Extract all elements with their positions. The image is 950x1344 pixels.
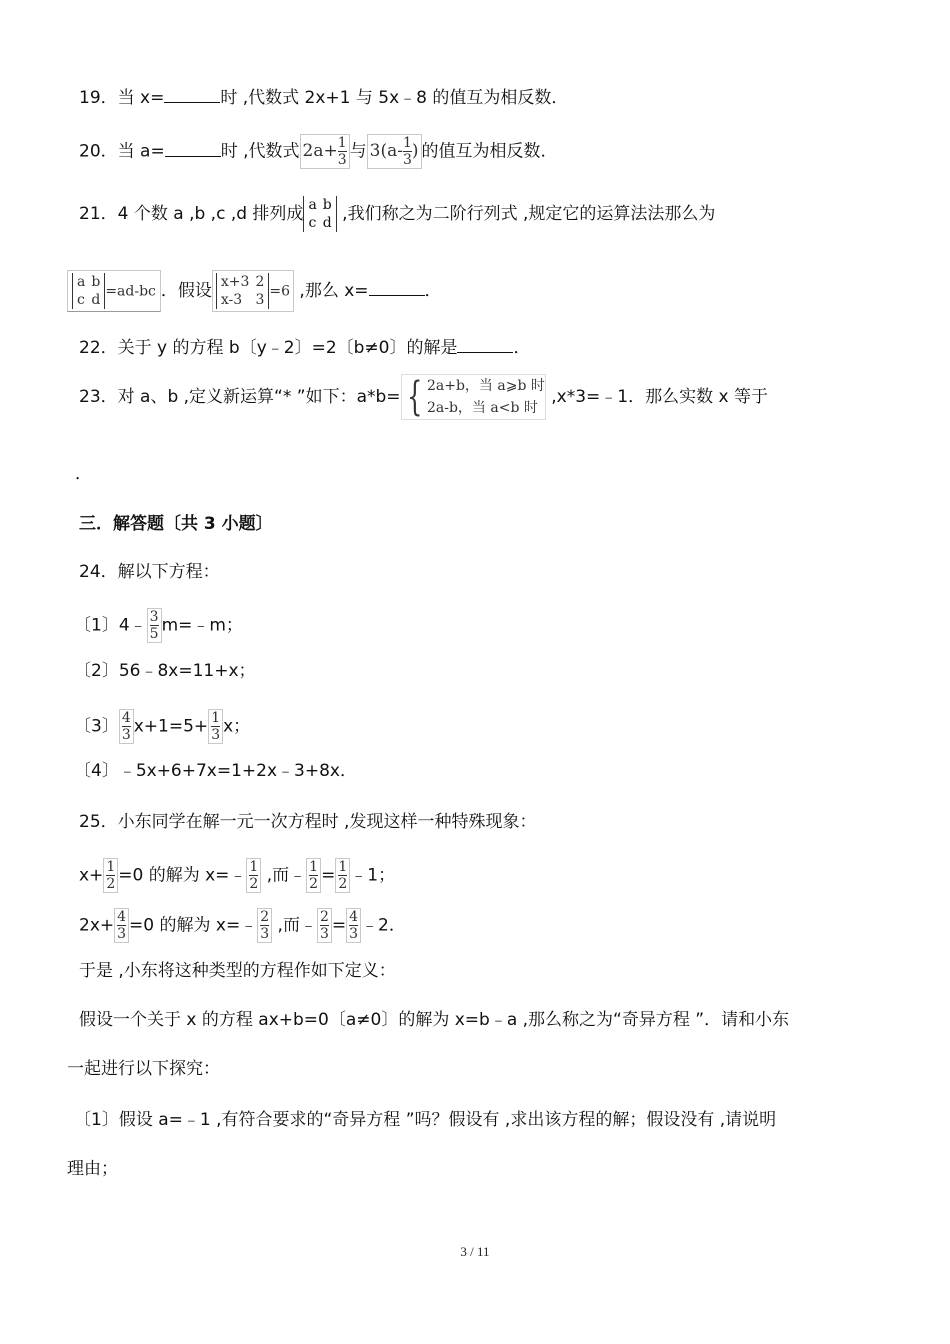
q23-text-b: ,x*3=﹣1．那么实数 x 等于 <box>545 387 768 407</box>
fraction: $\frac{4}{3}$ <box>114 908 129 943</box>
q22-text: 22．关于 y 的方程 b〔y﹣2〕=2〔b≠0〕的解是 <box>79 338 458 358</box>
q23-text-c: ． <box>75 464 92 484</box>
q21-text-b: ,我们称之为二阶行列式 ,规定它的运算法法那么为 <box>336 204 716 224</box>
question-24-part-3: 〔3〕 $\frac{4}{3}$ x+1=5+ $\frac{1}{3}$ x； <box>74 710 251 743</box>
q21-text-c: ．假设 <box>160 281 212 301</box>
question-19 <box>79 84 568 110</box>
question-25-definition-cont: 一起进行以下探究： <box>67 1059 220 1079</box>
question-25-example-2: 2x+ $\frac{4}{3}$ =0 的解为 x=﹣ $\frac{2}{3}$ ,而﹣ $\frac{2}{3}$ = $\frac{4}{3}$ ﹣2． <box>79 909 406 942</box>
answer-blank <box>369 277 425 296</box>
question-24-part-1: 〔1〕4﹣ $\frac{3}{5}$ m=﹣m； <box>74 609 243 642</box>
fraction: $\frac{1}{2}$ <box>246 858 261 893</box>
q20-tail: 的值互为相反数． <box>421 141 558 162</box>
question-21 <box>79 196 715 232</box>
fraction: $\frac{1}{3}$ <box>402 135 412 168</box>
question-25-title: 25．小东同学在解一元一次方程时 ,发现这样一种特殊现象： <box>79 812 537 832</box>
question-21-cont <box>67 270 442 312</box>
fraction: $\frac{4}{3}$ <box>119 709 134 744</box>
expression-image: 2a+ $\frac{1}{3}$ <box>300 134 350 169</box>
fraction: $\frac{1}{3}$ <box>208 709 223 744</box>
q22-text-tail: ． <box>513 338 531 358</box>
section-heading: 三．解答题〔共 3 小题〕 <box>79 514 273 534</box>
question-24-title: 24．解以下方程： <box>79 562 220 582</box>
q20-yu: 与 <box>349 141 367 162</box>
expression-image: 3(a- $\frac{1}{3}$ ) <box>367 134 422 169</box>
q21-text-e: ． <box>424 281 442 301</box>
fraction: $\frac{4}{3}$ <box>346 908 361 943</box>
question-25-definition: 假设一个关于 x 的方程 ax+b=0〔a≠0〕的解为 x=b﹣a ,那么称之为“奇异方程 ”．请和小东 <box>79 1010 790 1030</box>
q21-text-d: ,那么 x= <box>294 281 369 301</box>
question-23-cont <box>75 462 92 486</box>
question-25-part-1: 〔1〕假设 a=﹣1 ,有符合要求的“奇异方程 ”吗？假设有 ,求出该方程的解；假设没有 ,请说明 <box>74 1110 777 1130</box>
fraction: $\frac{2}{3}$ <box>317 908 332 943</box>
question-20 <box>79 134 558 169</box>
question-25-example-1: x+ $\frac{1}{2}$ =0 的解为 x=﹣ $\frac{1}{2}$ ,而﹣ $\frac{1}{2}$ = $\frac{1}{2}$ ﹣1； <box>79 859 396 892</box>
q20-text-mid: 时 ,代数式 <box>220 141 300 162</box>
question-25-then: 于是 ,小东将这种类型的方程作如下定义： <box>79 961 396 981</box>
fraction: $\frac{1}{2}$ <box>306 858 321 893</box>
page-number: 3 / 11 <box>460 1244 490 1259</box>
q23-text: 23．对 a、b ,定义新运算“* ”如下：a*b= <box>79 387 401 407</box>
answer-blank <box>165 138 221 157</box>
determinant-equation-image: x+3 2 x-3 3 =6 <box>212 270 294 312</box>
determinant-definition-image: a b c d =ad-bc <box>67 270 161 312</box>
q20-text: 20．当 a= <box>79 141 165 162</box>
determinant-image: a b c d <box>303 196 336 232</box>
q19-text-tail: 时 ,代数式 2x+1 与 5x﹣8 的值互为相反数． <box>220 88 569 108</box>
answer-blank <box>457 334 513 353</box>
fraction: $\frac{1}{2}$ <box>103 858 118 893</box>
fraction: $\frac{2}{3}$ <box>257 908 272 943</box>
fraction: $\frac{3}{5}$ <box>147 608 162 643</box>
question-22 <box>79 334 530 360</box>
answer-blank <box>164 84 220 103</box>
question-24-part-2: 〔2〕56﹣8x=11+x； <box>74 661 256 681</box>
fraction: $\frac{1}{2}$ <box>335 858 350 893</box>
piecewise-definition-image: { 2a+b，当 a⩾b 时 2a-b，当 a<b 时 <box>401 374 546 420</box>
q21-text: 21．4 个数 a ,b ,c ,d 排列成 <box>79 204 304 224</box>
question-25-part-1-cont: 理由； <box>67 1159 118 1179</box>
fraction: $\frac{1}{3}$ <box>337 135 347 168</box>
question-23 <box>79 370 768 424</box>
q19-text: 19．当 x= <box>79 88 165 108</box>
question-24-part-4: 〔4〕﹣5x+6+7x=1+2x﹣3+8x． <box>74 761 357 781</box>
